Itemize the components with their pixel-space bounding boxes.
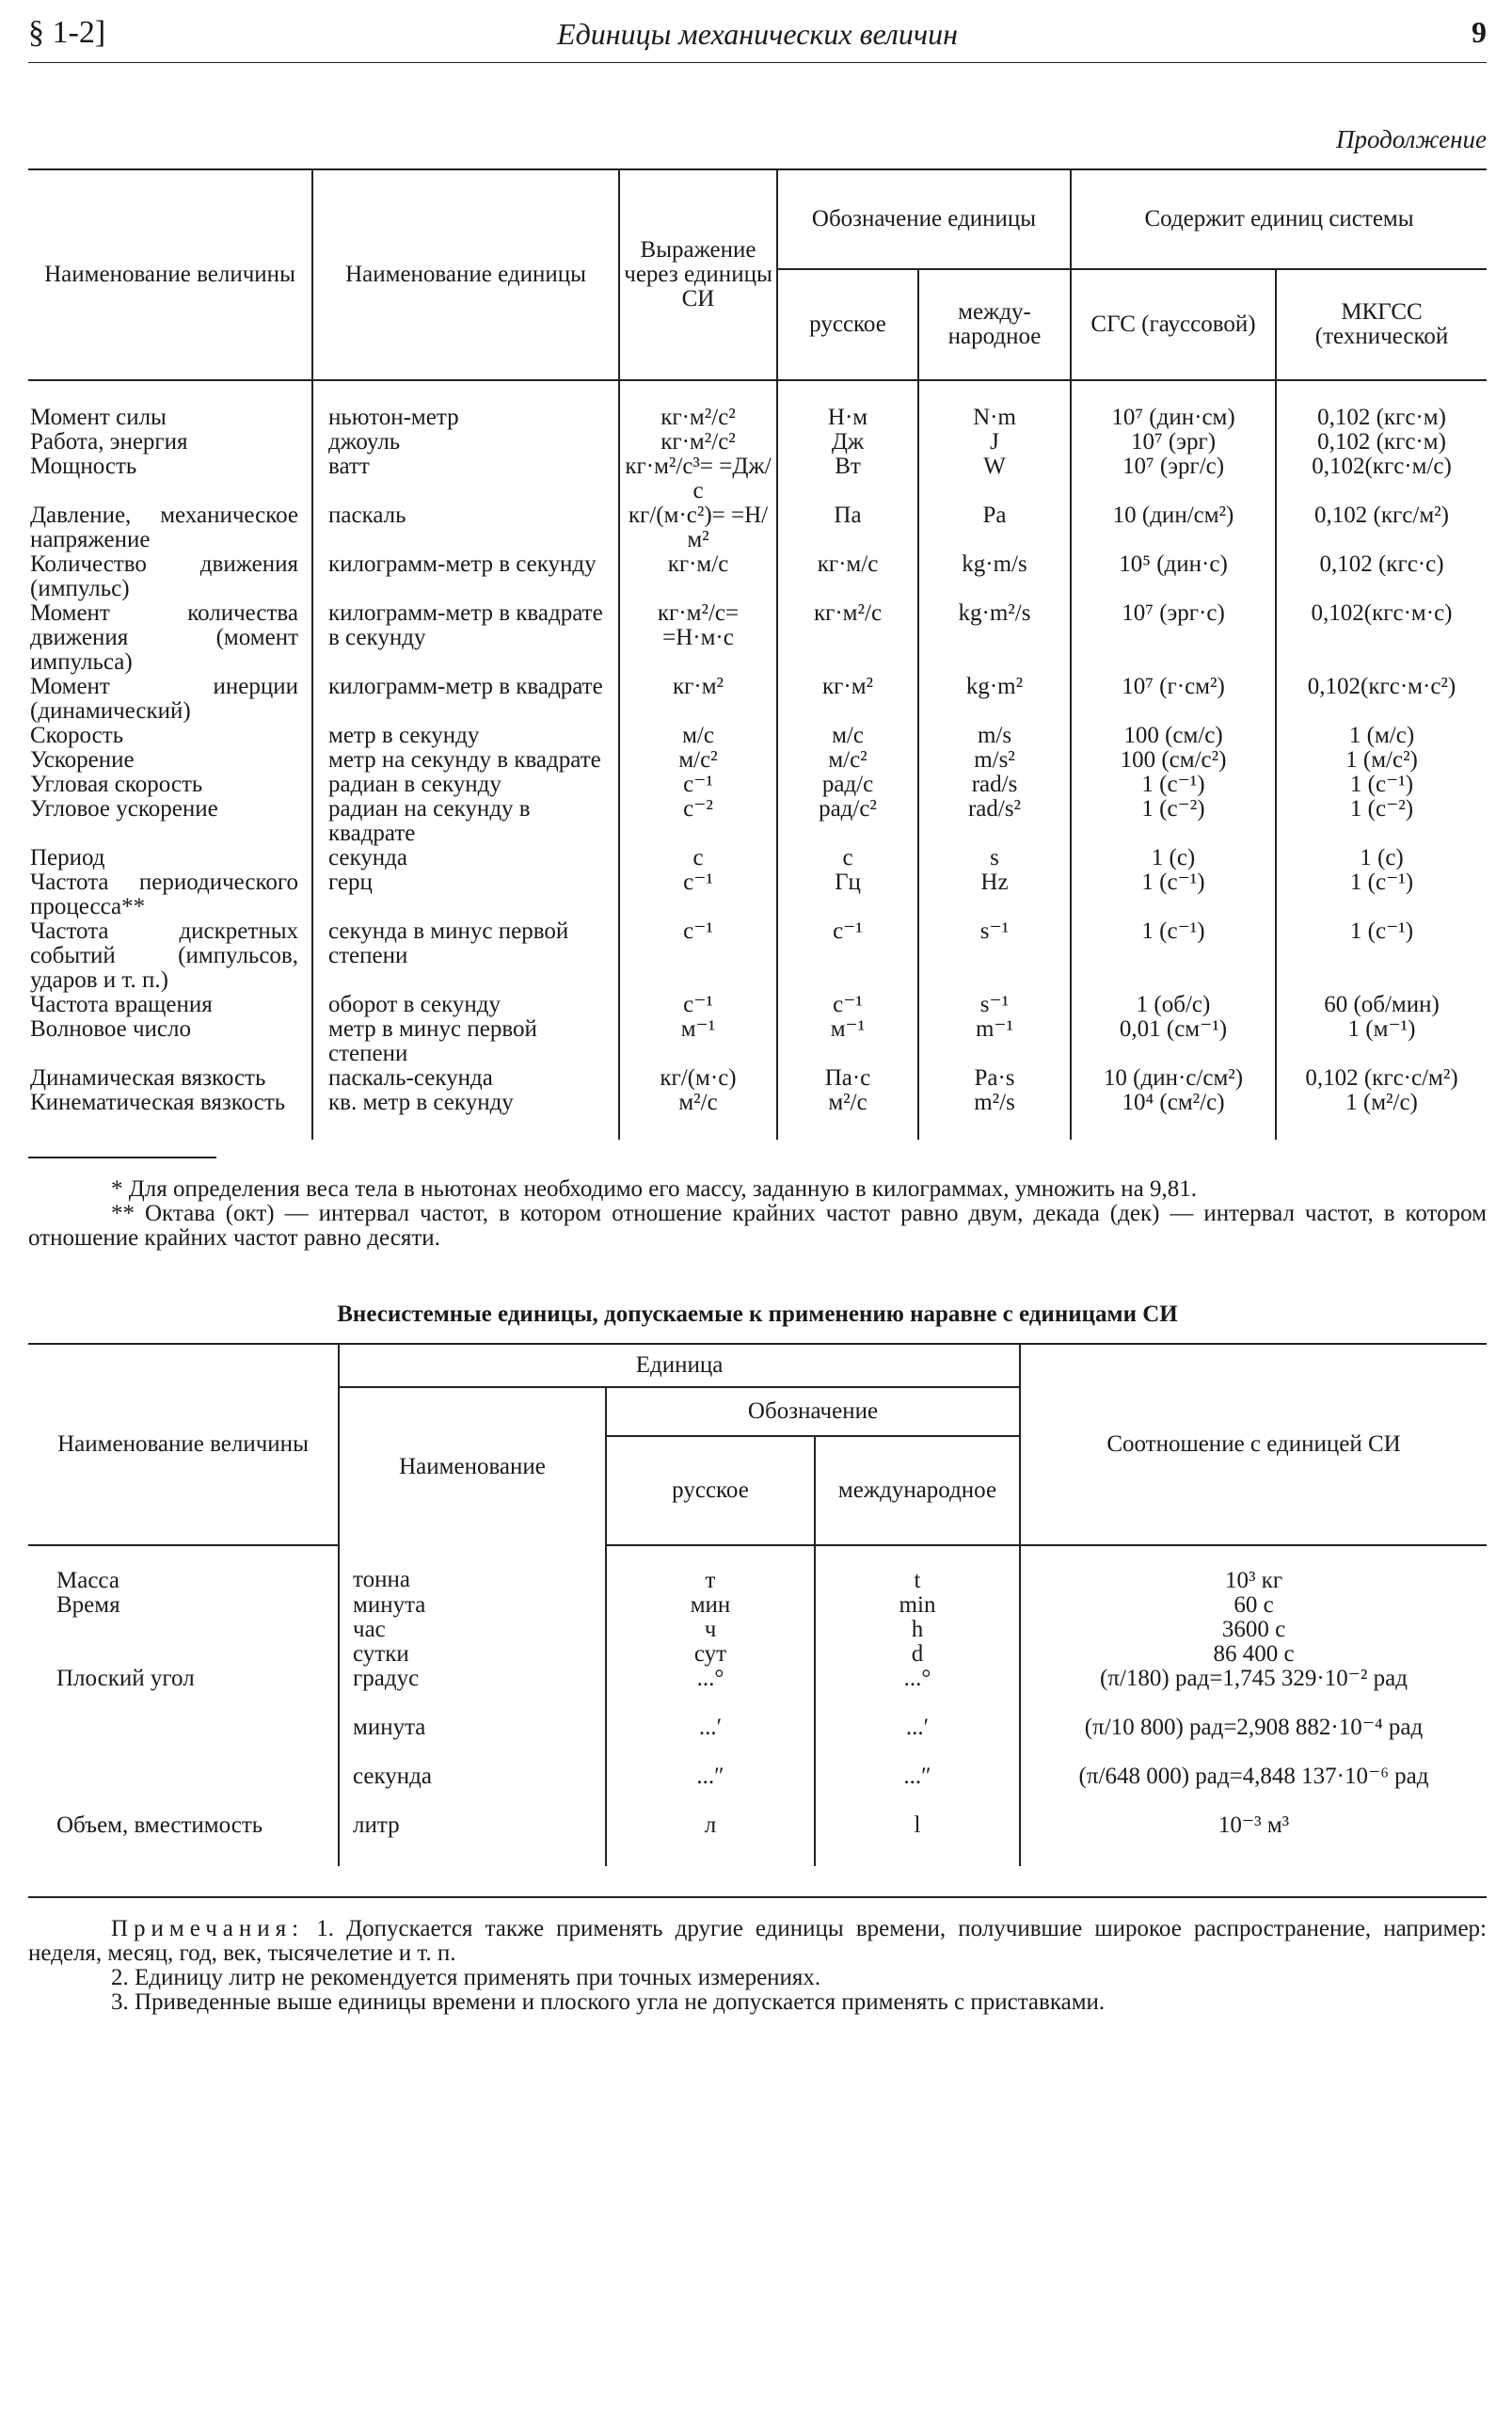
cell-quantity: Угловое ускорение: [30, 796, 218, 822]
cell-unit-name: джоуль: [312, 430, 619, 455]
cell-mkgss: 0,102 (кгс/м²): [1276, 503, 1487, 552]
header-unit-name: Наименование единицы: [312, 169, 619, 380]
cell-si-expression: с⁻²: [619, 797, 777, 846]
cell-unit-name: метр в секунду: [312, 724, 619, 748]
cell-cgs: 10⁷ (г·см²): [1071, 675, 1276, 724]
cell-mkgss: 1 (м/с²): [1276, 748, 1487, 773]
notes-label: Примечания:: [111, 1916, 305, 1941]
cell-unit-name: радиан на секунду в квадрате: [312, 797, 619, 846]
cell-quantity: [28, 1691, 339, 1740]
cell-international: m/s: [918, 724, 1071, 748]
cell-unit-name: литр: [339, 1789, 606, 1866]
cell-mkgss: 1 (с⁻²): [1276, 797, 1487, 846]
header-cgs: СГС (гауссовой): [1071, 269, 1276, 380]
header-si-expression: Выражение через единицы СИ: [619, 169, 777, 380]
table-row: [28, 455, 1487, 503]
cell-cgs: 10⁷ (эрг·с): [1071, 601, 1276, 675]
cell-si-expression: кг·м²/с²: [619, 430, 777, 455]
cell-quantity: Угловая скорость: [30, 772, 203, 797]
table-row: [28, 1691, 1487, 1740]
t2-header-quantity: Наименование величины: [28, 1344, 339, 1545]
cell-si-expression: с⁻¹: [619, 919, 777, 993]
cell-russian: м/с²: [777, 748, 918, 773]
cell-cgs: 10⁷ (дин·см): [1071, 380, 1276, 430]
header-designation: Обозначение единицы: [777, 169, 1071, 269]
cell-international: rad/s²: [918, 797, 1071, 846]
t2-header-international: международное: [815, 1436, 1020, 1545]
cell-mkgss: 1 (с⁻¹): [1276, 919, 1487, 993]
table-row: [28, 1091, 1487, 1140]
cell-international: N·m: [918, 380, 1071, 430]
table-row: [28, 552, 1487, 601]
cell-russian: кг·м/с: [777, 552, 918, 601]
cell-si-expression: м/с: [619, 724, 777, 748]
cell-international: rad/s: [918, 773, 1071, 797]
cell-quantity: Плоский угол: [56, 1666, 195, 1691]
cell-relation: (π/180) рад=1,745 329·10⁻² рад: [1020, 1667, 1487, 1691]
cell-cgs: 1 (с): [1071, 846, 1276, 870]
cell-cgs: 10 (дин/см²): [1071, 503, 1276, 552]
cell-international: m⁻¹: [918, 1017, 1071, 1066]
cell-relation: 3600 с: [1020, 1618, 1487, 1642]
cell-international: s⁻¹: [918, 993, 1071, 1017]
cell-quantity: [28, 1642, 339, 1667]
mechanical-units-table: [28, 168, 1487, 1140]
cell-unit-name: килограмм-метр в квадрате: [312, 675, 619, 724]
cell-relation: 10⁻³ м³: [1020, 1789, 1487, 1866]
t2-header-designation: Обозначение: [606, 1387, 1020, 1436]
cell-russian: м⁻¹: [777, 1017, 918, 1066]
cell-russian: Н·м: [777, 380, 918, 430]
cell-unit-name: сутки: [339, 1642, 606, 1667]
cell-unit-name: кв. метр в секунду: [312, 1091, 619, 1140]
cell-russian: т: [606, 1545, 815, 1593]
cell-mkgss: 0,102(кгс·м·с²): [1276, 675, 1487, 724]
cell-international: J: [918, 430, 1071, 455]
cell-cgs: 100 (см/с): [1071, 724, 1276, 748]
cell-si-expression: с: [619, 846, 777, 870]
table-row: [28, 993, 1487, 1017]
table-row: [28, 1618, 1487, 1642]
cell-mkgss: 1 (м²/с): [1276, 1091, 1487, 1140]
cell-mkgss: 0,102 (кгс·м): [1276, 430, 1487, 455]
cell-quantity: Давление, механическое напряжение: [30, 503, 298, 552]
table-row: [28, 1545, 1487, 1593]
cell-unit-name: килограмм-метр в секунду: [312, 552, 619, 601]
table-row: [28, 1642, 1487, 1667]
cell-cgs: 10⁵ (дин·с): [1071, 552, 1276, 601]
cell-unit-name: герц: [312, 870, 619, 919]
cell-cgs: 1 (с⁻¹): [1071, 870, 1276, 919]
cell-unit-name: метр в минус первой степени: [312, 1017, 619, 1066]
table-row: [28, 430, 1487, 455]
cell-relation: 86 400 с: [1020, 1642, 1487, 1667]
table-row: [28, 675, 1487, 724]
cell-international: ...″: [815, 1740, 1020, 1789]
cell-quantity: Ускорение: [30, 747, 135, 773]
cell-mkgss: 0,102(кгс·м·с): [1276, 601, 1487, 675]
cell-unit-name: тонна: [339, 1545, 606, 1593]
cell-mkgss: 1 (м/с): [1276, 724, 1487, 748]
t2-header-unit: Единица: [339, 1344, 1020, 1387]
cell-international: m²/s: [918, 1091, 1071, 1140]
non-system-units-title: Внесистемные единицы, допускаемые к применению наравне с единицами СИ: [337, 1301, 1178, 1327]
continuation-label: Продолжение: [1335, 125, 1487, 153]
table-row: [28, 1017, 1487, 1066]
cell-international: kg·m²: [918, 675, 1071, 724]
cell-international: Pa: [918, 503, 1071, 552]
note-1-text: 1. Допускается также применять другие единицы времени, получившие широкое распространение, например: неделя, месяц, год, век, тысячелетие и т. п.: [28, 1916, 1488, 1966]
cell-cgs: 1 (с⁻¹): [1071, 919, 1276, 993]
cell-quantity: Частота вращения: [30, 992, 213, 1017]
cell-si-expression: м⁻¹: [619, 1017, 777, 1066]
cell-russian: ...′: [606, 1691, 815, 1740]
cell-quantity: Момент количества движения (момент импульса): [30, 600, 298, 675]
cell-quantity: [28, 1618, 339, 1642]
cell-russian: с: [777, 846, 918, 870]
cell-quantity: Момент инерции (динамический): [30, 674, 298, 724]
table-row: [28, 748, 1487, 773]
cell-relation: (π/648 000) рад=4,848 137·10⁻⁶ рад: [1020, 1740, 1487, 1789]
cell-si-expression: м²/с: [619, 1091, 777, 1140]
table-row: [28, 1740, 1487, 1789]
cell-quantity: Волновое число: [30, 1016, 192, 1042]
cell-international: Hz: [918, 870, 1071, 919]
cell-unit-name: радиан в секунду: [312, 773, 619, 797]
cell-international: d: [815, 1642, 1020, 1667]
cell-mkgss: 0,102 (кгс·с/м²): [1276, 1066, 1487, 1091]
cell-international: t: [815, 1545, 1020, 1593]
cell-cgs: 1 (с⁻²): [1071, 797, 1276, 846]
cell-quantity: Кинематическая вязкость: [30, 1090, 286, 1115]
header-mkgss: МКГСС (технической: [1276, 269, 1487, 380]
cell-quantity: Скорость: [30, 723, 124, 748]
table-row: [28, 919, 1487, 993]
cell-si-expression: кг·м²/с= =Н·м·с: [619, 601, 777, 675]
cell-mkgss: 1 (с⁻¹): [1276, 870, 1487, 919]
cell-russian: с⁻¹: [777, 919, 918, 993]
table-row: [28, 601, 1487, 675]
table-row: [28, 846, 1487, 870]
running-head: [28, 9, 1487, 63]
cell-si-expression: с⁻¹: [619, 870, 777, 919]
cell-quantity: Масса: [56, 1568, 119, 1593]
cell-si-expression: кг/(м·с): [619, 1066, 777, 1091]
table-row: [28, 724, 1487, 748]
cell-international: h: [815, 1618, 1020, 1642]
cell-mkgss: 1 (с): [1276, 846, 1487, 870]
table-row: [28, 380, 1487, 430]
cell-cgs: 10⁴ (см²/с): [1071, 1091, 1276, 1140]
cell-quantity: Работа, энергия: [30, 429, 188, 455]
cell-russian: с⁻¹: [777, 993, 918, 1017]
notes: [28, 1896, 1487, 2015]
cell-cgs: 0,01 (см⁻¹): [1071, 1017, 1276, 1066]
cell-unit-name: секунда в минус первой степени: [312, 919, 619, 993]
note-1: [28, 1917, 1487, 1966]
cell-russian: сут: [606, 1642, 815, 1667]
note-3: 3. Приведенные выше единицы времени и плоского угла не допускается применять с приставками.: [111, 1989, 1106, 2015]
cell-unit-name: ватт: [312, 455, 619, 503]
header-international: между-народное: [918, 269, 1071, 380]
cell-si-expression: с⁻¹: [619, 773, 777, 797]
cell-si-expression: кг·м/с: [619, 552, 777, 601]
cell-russian: Дж: [777, 430, 918, 455]
cell-international: l: [815, 1789, 1020, 1866]
cell-quantity: Частота дискретных событий (импульсов, ударов и т. п.): [30, 918, 298, 993]
cell-unit-name: оборот в секунду: [312, 993, 619, 1017]
cell-quantity: [28, 1740, 339, 1789]
mechanical-units-body: [28, 380, 1487, 1140]
cell-international: ...°: [815, 1667, 1020, 1691]
cell-russian: кг·м²/с: [777, 601, 918, 675]
footnote-2: ** Октава (окт) — интервал частот, в котором отношение крайних частот равно двум, декада (дек) — интервал частот, в котором отношение крайних частот равно десяти.: [28, 1201, 1487, 1251]
cell-russian: л: [606, 1789, 815, 1866]
cell-unit-name: ньютон-метр: [312, 380, 619, 430]
cell-si-expression: кг/(м·с²)= =Н/м²: [619, 503, 777, 552]
header-quantity: Наименование величины: [28, 169, 312, 380]
book-page: [28, 9, 1487, 2015]
cell-unit-name: паскаль: [312, 503, 619, 552]
cell-cgs: 10⁷ (эрг/с): [1071, 455, 1276, 503]
table-row: [28, 1066, 1487, 1091]
cell-unit-name: минута: [339, 1593, 606, 1618]
cell-si-expression: кг·м²/с²: [619, 380, 777, 430]
cell-unit-name: секунда: [312, 846, 619, 870]
cell-unit-name: паскаль-секунда: [312, 1066, 619, 1091]
cell-russian: Вт: [777, 455, 918, 503]
cell-mkgss: 1 (с⁻¹): [1276, 773, 1487, 797]
cell-unit-name: час: [339, 1618, 606, 1642]
cell-international: W: [918, 455, 1071, 503]
cell-unit-name: метр на секунду в квадрате: [312, 748, 619, 773]
cell-quantity: Время: [56, 1592, 120, 1618]
cell-russian: Па·с: [777, 1066, 918, 1091]
cell-relation: 10³ кг: [1020, 1545, 1487, 1593]
cell-cgs: 10 (дин·с/см²): [1071, 1066, 1276, 1091]
table-row: [28, 1667, 1487, 1691]
cell-relation: 60 с: [1020, 1593, 1487, 1618]
header-system-units: Содержит единиц системы: [1071, 169, 1487, 269]
cell-si-expression: с⁻¹: [619, 993, 777, 1017]
cell-quantity: Динамическая вязкость: [30, 1065, 266, 1091]
cell-russian: м²/с: [777, 1091, 918, 1140]
cell-mkgss: 0,102(кгс·м/с): [1276, 455, 1487, 503]
cell-international: Pa·s: [918, 1066, 1071, 1091]
non-system-units-body: [28, 1545, 1487, 1866]
non-system-units-table: [28, 1343, 1487, 1866]
cell-cgs: 100 (см/с²): [1071, 748, 1276, 773]
cell-russian: Па: [777, 503, 918, 552]
table-row: [28, 773, 1487, 797]
t2-header-relation: Соотношение с единицей СИ: [1020, 1344, 1487, 1545]
cell-cgs: 1 (с⁻¹): [1071, 773, 1276, 797]
table-row: [28, 1789, 1487, 1866]
table-row: [28, 503, 1487, 552]
note-2: 2. Единицу литр не рекомендуется применять при точных измерениях.: [111, 1965, 821, 1990]
header-russian: русское: [777, 269, 918, 380]
cell-russian: м/с: [777, 724, 918, 748]
cell-si-expression: кг·м²: [619, 675, 777, 724]
cell-russian: рад/с²: [777, 797, 918, 846]
cell-international: min: [815, 1593, 1020, 1618]
cell-quantity: Момент силы: [30, 405, 167, 430]
table-row: [28, 797, 1487, 846]
cell-relation: (π/10 800) рад=2,908 882·10⁻⁴ рад: [1020, 1691, 1487, 1740]
cell-unit-name: килограмм-метр в квадрате в секунду: [312, 601, 619, 675]
cell-cgs: 10⁷ (эрг): [1071, 430, 1276, 455]
cell-quantity: Период: [30, 845, 105, 870]
cell-cgs: 1 (об/с): [1071, 993, 1276, 1017]
cell-unit-name: градус: [339, 1667, 606, 1691]
table-row: [28, 870, 1487, 919]
cell-si-expression: кг·м²/с³= =Дж/с: [619, 455, 777, 503]
t2-header-name: Наименование: [339, 1387, 606, 1545]
cell-mkgss: 60 (об/мин): [1276, 993, 1487, 1017]
cell-russian: Гц: [777, 870, 918, 919]
cell-international: m/s²: [918, 748, 1071, 773]
cell-mkgss: 0,102 (кгс·с): [1276, 552, 1487, 601]
cell-quantity: Частота периодического процесса**: [30, 870, 298, 919]
cell-mkgss: 1 (м⁻¹): [1276, 1017, 1487, 1066]
cell-quantity: Количество движения (импульс): [30, 551, 298, 601]
cell-russian: ...″: [606, 1740, 815, 1789]
chapter-title: Единицы механических величин: [557, 17, 958, 51]
cell-international: s: [918, 846, 1071, 870]
table-row: [28, 1593, 1487, 1618]
cell-russian: мин: [606, 1593, 815, 1618]
cell-international: ...′: [815, 1691, 1020, 1740]
cell-russian: ч: [606, 1618, 815, 1642]
cell-unit-name: секунда: [339, 1740, 606, 1789]
footnote-rule: [28, 1157, 216, 1158]
section-number: § 1-2]: [28, 15, 106, 50]
cell-unit-name: минута: [339, 1691, 606, 1740]
footnotes: [28, 1177, 1487, 1251]
cell-russian: рад/с: [777, 773, 918, 797]
cell-russian: кг·м²: [777, 675, 918, 724]
cell-si-expression: м/с²: [619, 748, 777, 773]
cell-mkgss: 0,102 (кгс·м): [1276, 380, 1487, 430]
t2-header-russian: русское: [606, 1436, 815, 1545]
cell-quantity: Мощность: [30, 454, 137, 479]
cell-international: kg·m²/s: [918, 601, 1071, 675]
cell-international: s⁻¹: [918, 919, 1071, 993]
cell-international: kg·m/s: [918, 552, 1071, 601]
page-number: 9: [1472, 15, 1487, 49]
cell-quantity: Объем, вместимость: [56, 1812, 263, 1838]
footnote-1: * Для определения веса тела в ньютонах необходимо его массу, заданную в килограммах, умножить на 9,81.: [111, 1176, 1198, 1202]
cell-russian: ...°: [606, 1667, 815, 1691]
